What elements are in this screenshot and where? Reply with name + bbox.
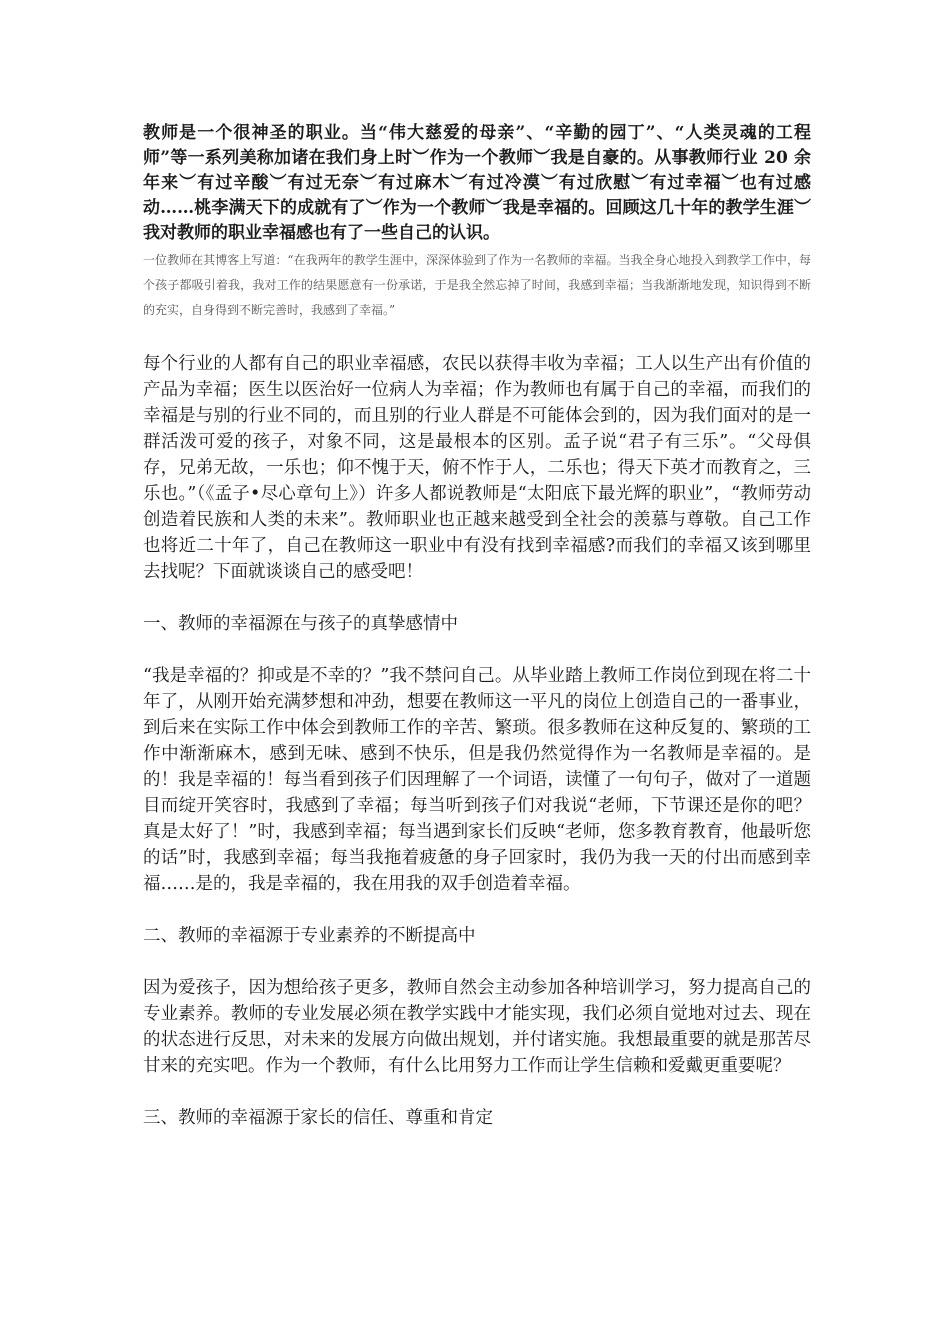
section-heading-2: 二、教师的幸福源于专业素养的不断提高中 (143, 926, 476, 946)
section-heading-3: 三、教师的幸福源于家长的信任、尊重和肯定 (143, 1108, 493, 1128)
section-body-2: 因为爱孩子，因为想给孩子更多，教师自然会主动参加各种培训学习，努力提高自己的专业素养。教师的专业发展必须在教学实践中才能实现，我们必须自觉地对过去、现在的状态进行反思，对未来的发展方向做出规划，并付诸实施。我想最重要的就是那苦尽甘来的充实吧。作为一个教师，有什么比用努力工作而让学生信赖和爱戴更重要呢？ (143, 978, 811, 1076)
blog-quote-paragraph: 一位教师在其博客上写道：“在我两年的教学生涯中，深深体验到了作为一名教师的幸福。当我全身心地投入到教学工作中，每个孩子都吸引着我，我对工作的结果愿意有一份承诺，于是我全然忘掉了时间，我感到幸福；当我渐渐地发现，知识得到不断的充实，自身得到不断完善时，我感到了幸福。” (143, 253, 811, 317)
main-paragraph: 每个行业的人都有自己的职业幸福感，农民以获得丰收为幸福；工人以生产出有价值的产品为幸福；医生以医治好一位病人为幸福；作为教师也有属于自己的幸福，而我们的幸福是与别的行业不同的，而且别的行业人群是不可能体会到的，因为我们面对的是一群活泼可爱的孩子，对象不同，这是最根本的区别。孟子说“君子有三乐”。“父母俱存，兄弟无故，一乐也；仰不愧于天，俯不怍于人，二乐也；得天下英才而教育之，三乐也。”（《孟子•尽心章句上》）许多人都说教师是“太阳底下最光辉的职业”，“教师劳动创造着民族和人类的未来”。教师职业也正越来越受到全社会的羡慕与尊敬。自己工作也将近二十年了，自己在教师这一职业中有没有找到幸福感?而我们的幸福又该到哪里去找呢？下面就谈谈自己的感受吧！ (143, 354, 811, 582)
document-page (143, 121, 811, 1131)
section-heading-1: 一、教师的幸福源在与孩子的真挚感情中 (143, 614, 458, 634)
intro-paragraph: 教师是一个很神圣的职业。当“伟大慈爱的母亲”、“辛勤的园丁”、“人类灵魂的工程师”等一系列美称加诸在我们身上时︶作为一个教师︶我是自豪的。从事教师行业 20 余年来︶有过辛酸︶有过无奈︶有过麻木︶有过冷漠︶有过欣慰︶有过幸福︶也有过感动……桃李满天下的成就有了︶作为一个教师︶我是幸福的。回顾这几十年的教学生涯︶我对教师的职业幸福感也有了一些自己的认识。 (143, 123, 811, 243)
section-body-1: “我是幸福的？抑或是不幸的？”我不禁问自己。从毕业踏上教师工作岗位到现在将二十年了，从刚开始充满梦想和冲劲，想要在教师这一平凡的岗位上创造自己的一番事业，到后来在实际工作中体会到教师工作的辛苦、繁琐。很多教师在这种反复的、繁琐的工作中渐渐麻木，感到无味、感到不快乐，但是我仍然觉得作为一名教师是幸福的。是的！我是幸福的！每当看到孩子们因理解了一个词语，读懂了一句句子，做对了一道题目而绽开笑容时，我感到了幸福；每当听到孩子们对我说“老师，下节课还是你的吧？真是太好了！”时，我感到幸福；每当遇到家长们反映“老师，您多教育教育，他最听您的话”时，我感到幸福；每当我拖着疲惫的身子回家时，我仍为我一天的付出而感到幸福……是的，我是幸福的，我在用我的双手创造着幸福。 (143, 666, 811, 894)
